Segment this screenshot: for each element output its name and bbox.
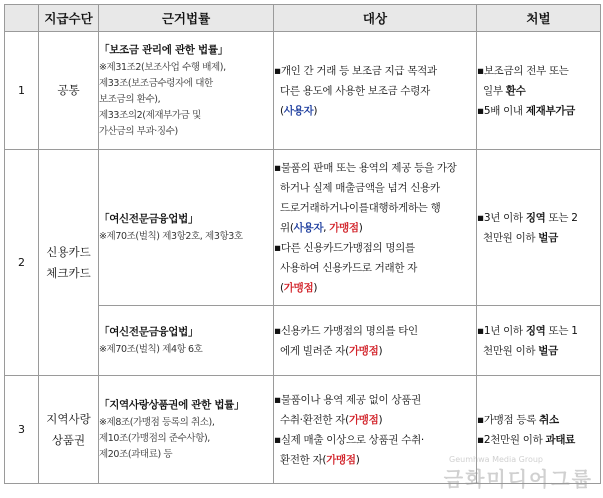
- target-line: 사용하여 신용카드로 거래한 자: [280, 261, 418, 274]
- law-article: 제10조(가맹점의 준수사항),: [99, 432, 210, 444]
- target-line: [274, 101, 476, 121]
- penalty-line: ▪보조금의 전부 또는: [477, 64, 569, 77]
- paren: ): [313, 104, 318, 117]
- target-text: ): [378, 344, 383, 357]
- table-row: [5, 150, 601, 306]
- target-text: ): [313, 281, 318, 294]
- penalty-text: ▪1년 이하: [477, 324, 526, 337]
- penalty-line: [477, 228, 600, 248]
- target-text: 수취·환전한 자(: [280, 413, 349, 426]
- target-description: [274, 306, 477, 376]
- law-article: 보조금의 환수),: [99, 93, 161, 105]
- watermark-logo: 금화미디어그룹: [443, 467, 593, 491]
- target-line: 하거나 실제 매출금액을 넘겨 신용카: [280, 181, 440, 194]
- target-text: 위(: [280, 221, 294, 234]
- means-line: 지역사랑: [46, 411, 91, 426]
- target-line: ▪개인 간 거래 등 보조금 지급 목적과: [274, 64, 437, 77]
- target-line: ▪신용카드 가맹점의 명의를 타인: [274, 324, 418, 337]
- header-penalty: 처벌: [477, 5, 601, 32]
- legal-basis: [99, 306, 274, 376]
- penalty-table: [4, 4, 601, 484]
- highlight-merchant: 가맹점: [329, 221, 359, 234]
- highlight-user: 사용자: [283, 104, 314, 117]
- penalty-line: [477, 208, 600, 228]
- penalty-text: ▪3년 이하: [477, 211, 526, 224]
- target-line: 다른 용도에 사용한 보조금 수령자: [280, 84, 430, 97]
- penalty-line: [477, 341, 600, 361]
- legal-basis: [99, 150, 274, 306]
- target-text: ): [358, 221, 363, 234]
- law-article: 제33조의2(제재부가금 및: [99, 109, 201, 121]
- payment-means: [39, 32, 99, 150]
- payment-means: [39, 376, 99, 484]
- row-number: 3: [5, 376, 39, 484]
- target-description: [274, 150, 477, 306]
- penalty-emph: 징역: [525, 324, 546, 337]
- law-article: ※제31조2(보조사업 수행 배제),: [99, 61, 226, 73]
- law-article: ※제70조(벌칙) 제3항2호, 제3항3호: [99, 230, 243, 242]
- target-text: 에게 빌려준 자(: [280, 344, 349, 357]
- penalty-emph: 징역: [525, 211, 546, 224]
- law-article: 제33조(보조금수령자에 대한: [99, 77, 213, 89]
- target-text: 환전한 자(: [280, 453, 327, 466]
- row-number: 1: [5, 32, 39, 150]
- penalty-text: 일부: [483, 84, 506, 97]
- header-law: 근거법률: [99, 5, 274, 32]
- target-line: ▪실제 매출 이상으로 상품권 수취·: [274, 433, 424, 446]
- legal-basis: [99, 376, 274, 484]
- target-line: ▪물품이나 용역 제공 없이 상품권: [274, 393, 421, 406]
- penalty-text: 또는 1: [545, 324, 578, 337]
- penalty-emph: 제재부가금: [525, 104, 576, 117]
- target-text: ,: [323, 221, 330, 234]
- penalty-text: ▪가맹점 등록: [477, 413, 540, 426]
- highlight-merchant: 가맹점: [283, 281, 314, 294]
- penalty-text: 천만원 이하: [483, 231, 539, 244]
- legal-basis: [99, 32, 274, 150]
- penalty-emph: 벌금: [538, 344, 558, 357]
- penalty-emph: 벌금: [538, 231, 558, 244]
- penalty-text: ▪5배 이내: [477, 104, 526, 117]
- target-text: ): [355, 453, 360, 466]
- penalty-description: [477, 32, 601, 150]
- penalty-emph: 환수: [505, 84, 526, 97]
- highlight-user: 사용자: [293, 221, 324, 234]
- target-line: [274, 410, 476, 430]
- payment-means: [39, 150, 99, 376]
- target-line: ▪다른 신용카드가맹점의 명의를: [274, 241, 415, 254]
- penalty-description: [477, 306, 601, 376]
- means-line: 신용카드: [46, 244, 91, 259]
- watermark-subtitle: Geumhwa Media Group: [449, 455, 543, 464]
- target-line: [274, 341, 476, 361]
- header-num: [5, 5, 39, 32]
- header-row: [5, 5, 601, 32]
- law-title: 「보조금 관리에 관한 법률」: [99, 43, 228, 56]
- penalty-line: [477, 81, 600, 101]
- target-line: [274, 278, 476, 298]
- table-row: [5, 32, 601, 150]
- target-text: (: [280, 281, 284, 294]
- target-description: [274, 32, 477, 150]
- penalty-emph: 과태료: [545, 433, 576, 446]
- paren: (: [280, 104, 284, 117]
- header-means: 지급수단: [39, 5, 99, 32]
- target-line: ▪물품의 판매 또는 용역의 제공 등을 가장: [274, 161, 457, 174]
- header-target: 대상: [274, 5, 477, 32]
- penalty-line: [477, 430, 600, 450]
- target-line: [274, 218, 476, 238]
- means-line: 공통: [57, 83, 80, 97]
- row-number: 2: [5, 150, 39, 376]
- law-title: 「지역사랑상품권에 관한 법률」: [99, 398, 245, 411]
- law-article: 가산금의 부과·징수): [99, 125, 178, 137]
- law-title: 「여신전문금융업법」: [99, 212, 199, 225]
- law-article: ※제70조(벌칙) 제4항 6호: [99, 343, 203, 355]
- highlight-merchant: 가맹점: [348, 344, 379, 357]
- penalty-line: [477, 410, 600, 430]
- law-article: ※제8조(가맹점 등록의 취소),: [99, 416, 215, 428]
- penalty-text: 또는 2: [545, 211, 578, 224]
- target-line: 드로거래하거나이를대행하게하는 행: [280, 201, 441, 214]
- penalty-line: [477, 101, 600, 121]
- law-title: 「여신전문금융업법」: [99, 325, 199, 338]
- target-text: ): [378, 413, 383, 426]
- highlight-merchant: 가맹점: [348, 413, 379, 426]
- highlight-merchant: 가맹점: [326, 453, 356, 466]
- penalty-line: [477, 321, 600, 341]
- law-article: 제20조(과태료) 등: [99, 448, 173, 460]
- means-line: 상품권: [51, 432, 86, 447]
- means-line: 체크카드: [46, 265, 91, 280]
- penalty-text: ▪2천만원 이하: [477, 433, 546, 446]
- penalty-emph: 취소: [539, 413, 559, 426]
- penalty-text: 천만원 이하: [483, 344, 539, 357]
- penalty-description: [477, 150, 601, 306]
